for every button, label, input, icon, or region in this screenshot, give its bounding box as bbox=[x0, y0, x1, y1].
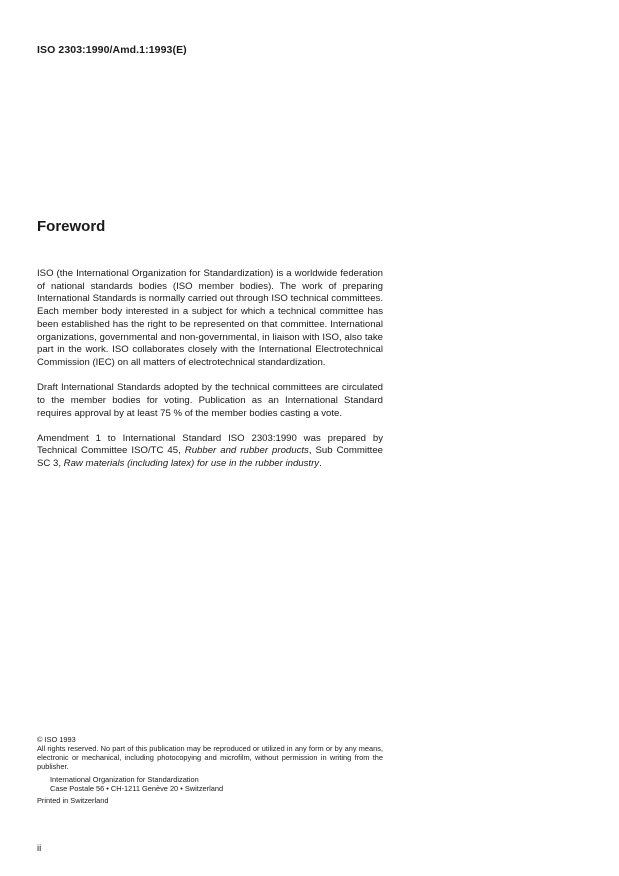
foreword-paragraph-3 bbox=[37, 433, 383, 471]
printed-in: Printed in Switzerland bbox=[37, 795, 109, 805]
paragraph-3-end: . bbox=[319, 458, 322, 470]
sc-title: Raw materials (including latex) for use in the rubber industry bbox=[63, 458, 320, 470]
paragraph-3-middle: , Sub Committee SC 3, bbox=[37, 445, 383, 470]
foreword-paragraph-1: ISO (the International Organization for Standardization) is a worldwide federation of national standards bodies (ISO member bodies). The work of preparing International Standards is normally carried out through ISO technical committees. Each member body interested in a subject for which a technical committee has been established has the right to be represented on that committee. International organizations, governmental and non-governmental, in liaison with ISO, also take part in the work. ISO collaborates closely with the International Electrotechnical Commission (IEC) on all matters of electrotechnical standardization. bbox=[37, 268, 383, 368]
paragraph-3-lead: Amendment 1 to International Standard ISO 2303:1990 was prepared by Technical Committee ISO/TC 45, bbox=[37, 432, 383, 457]
foreword-paragraph-2: Draft International Standards adopted by the technical committees are circulated to the member bodies for voting. Publication as an International Standard requires approval by at least 75 % of the member bodies casting a vote. bbox=[37, 382, 383, 419]
copyright-block bbox=[37, 735, 383, 805]
publisher-postal: Case Postale 56 • CH-1211 Genève 20 • Switzerland bbox=[50, 784, 224, 794]
rights-notice: All rights reserved. No part of this publication may be reproduced or utilized in any form or by any means, electronic or mechanical, including photocopying and microfilm, without permission in writing from the publisher. bbox=[37, 744, 383, 772]
publisher-name: International Organization for Standardization bbox=[50, 775, 199, 785]
tc-title: Rubber and rubber products bbox=[184, 445, 309, 457]
publisher-address bbox=[50, 775, 383, 793]
copyright-line: © ISO 1993 bbox=[37, 735, 76, 744]
foreword-heading: Foreword bbox=[37, 218, 106, 235]
foreword-body bbox=[37, 268, 383, 483]
document-header: ISO 2303:1990/Amd.1:1993(E) bbox=[37, 44, 187, 56]
page-number: ii bbox=[37, 843, 42, 854]
